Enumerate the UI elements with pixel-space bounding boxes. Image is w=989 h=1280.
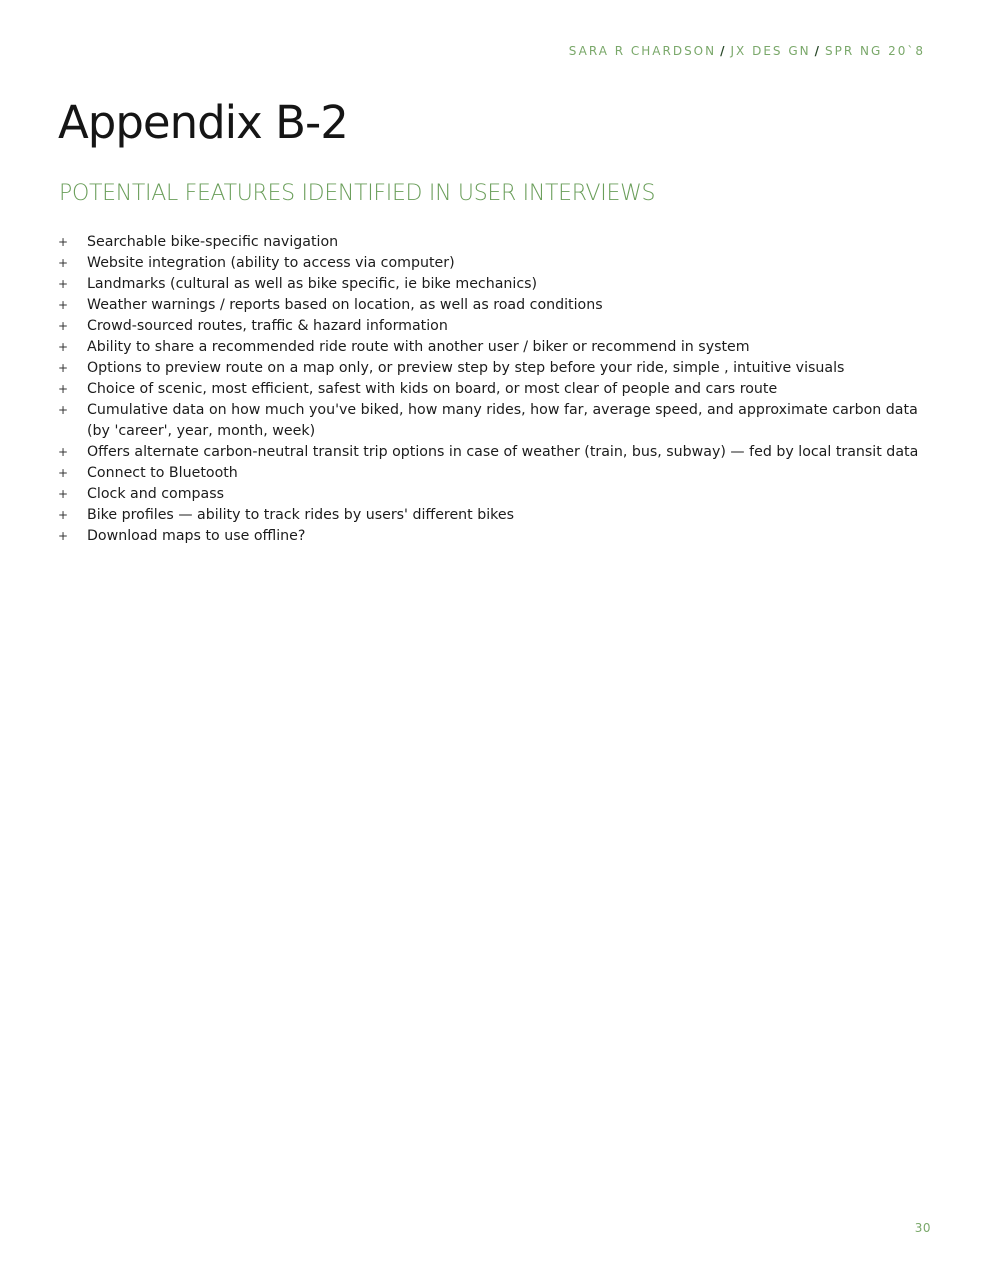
header-course: JX DES GN	[730, 44, 811, 58]
list-item	[58, 295, 928, 316]
list-item-text: Website integration (ability to access via computer)	[87, 255, 455, 271]
list-item-text: Bike profiles — ability to track rides by users' different bikes	[87, 507, 515, 523]
plus-bullet-icon: +	[58, 340, 69, 354]
header-separator: /	[720, 44, 727, 58]
plus-bullet-icon: +	[58, 403, 69, 417]
list-item-text: Connect to Bluetooth	[87, 465, 238, 481]
feature-list	[58, 232, 928, 547]
plus-bullet-icon: +	[58, 529, 69, 543]
plus-bullet-icon: +	[58, 256, 69, 270]
plus-bullet-icon: +	[58, 487, 69, 501]
plus-bullet-icon: +	[58, 277, 69, 291]
plus-bullet-icon: +	[58, 382, 69, 396]
list-item-text: Clock and compass	[87, 486, 225, 502]
list-item-text: Options to preview route on a map only, or preview step by step before your ride, simple , intuitive visuals	[87, 360, 845, 376]
plus-bullet-icon: +	[58, 235, 69, 249]
list-item-text: Choice of scenic, most efficient, safest with kids on board, or most clear of people and cars route	[87, 381, 778, 397]
list-item-text: Cumulative data on how much you've biked, how many rides, how far, average speed, and approximate carbon data (by 'career', year, month, week)	[87, 402, 918, 439]
list-item	[58, 463, 928, 484]
list-item	[58, 274, 928, 295]
list-item	[58, 253, 928, 274]
page-number: 30	[914, 1221, 931, 1235]
plus-bullet-icon: +	[58, 298, 69, 312]
section-heading: POTENTIAL FEATURES IDENTIFIED IN USER INTERVIEWS	[59, 181, 656, 206]
list-item-text: Landmarks (cultural as well as bike specific, ie bike mechanics)	[87, 276, 538, 292]
header-author: SARA R CHARDSON	[568, 44, 717, 58]
list-item	[58, 379, 928, 400]
list-item	[58, 358, 928, 379]
plus-bullet-icon: +	[58, 466, 69, 480]
list-item	[58, 337, 928, 358]
running-header	[569, 44, 925, 58]
list-item	[58, 316, 928, 337]
page-title: Appendix B-2	[58, 96, 348, 149]
list-item-text: Weather warnings / reports based on location, as well as road conditions	[87, 297, 603, 313]
plus-bullet-icon: +	[58, 319, 69, 333]
list-item	[58, 505, 928, 526]
list-item-text: Download maps to use offline?	[87, 528, 306, 544]
plus-bullet-icon: +	[58, 361, 69, 375]
list-item	[58, 484, 928, 505]
list-item	[58, 400, 928, 442]
list-item	[58, 232, 928, 253]
plus-bullet-icon: +	[58, 508, 69, 522]
list-item-text: Ability to share a recommended ride route with another user / biker or recommend in system	[87, 339, 750, 355]
plus-bullet-icon: +	[58, 445, 69, 459]
list-item-text: Searchable bike-specific navigation	[87, 234, 339, 250]
list-item-text: Offers alternate carbon-neutral transit trip options in case of weather (train, bus, subway) — fed by local transit data	[87, 444, 919, 460]
list-item-text: Crowd-sourced routes, traffic & hazard information	[87, 318, 448, 334]
list-item	[58, 442, 928, 463]
header-term: SPR NG 20`8	[825, 44, 925, 58]
header-separator: /	[814, 44, 821, 58]
list-item	[58, 526, 928, 547]
